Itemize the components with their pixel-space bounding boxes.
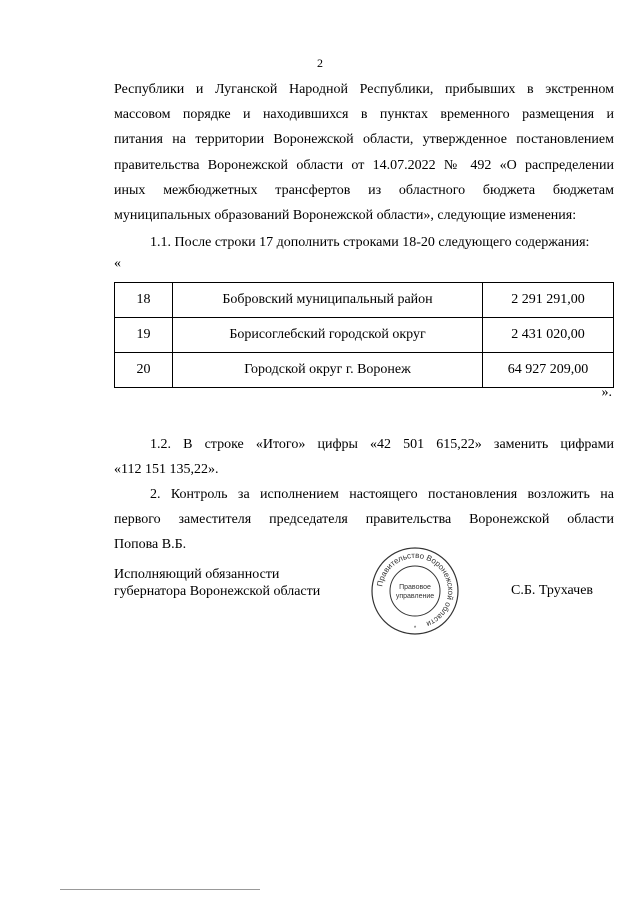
- text-line: Республики и Луганской Народной Республики, прибывших в экстренном: [114, 82, 614, 97]
- amount: 64 927 209,00: [483, 353, 614, 388]
- amount: 2 291 291,00: [483, 283, 614, 318]
- paragraph-2: [114, 482, 614, 558]
- table-row: [115, 318, 614, 353]
- text-line: правительства Воронежской области от 14.07.2022 № 492 «О распределении: [114, 157, 614, 173]
- divider: [60, 889, 260, 890]
- municipality-name: Городской округ г. Воронеж: [173, 353, 483, 388]
- inserted-rows-table: [114, 282, 614, 388]
- quote-open: «: [114, 256, 121, 271]
- svg-text:Правовое: Правовое: [399, 584, 431, 591]
- text-line: 1.2. В строке «Итого» цифры «42 501 615,22» заменить цифрами: [150, 437, 614, 452]
- signatory-name: С.Б. Трухачев: [511, 583, 594, 598]
- official-stamp: [370, 546, 460, 636]
- signatory-position: [114, 566, 320, 600]
- svg-text:*: *: [413, 626, 417, 632]
- text-line: иных межбюджетных трансфертов из областного бюджета бюджетам: [114, 182, 614, 198]
- text-line: первого заместителя председателя правительства Воронежской области: [114, 512, 614, 528]
- paragraph-intro: [114, 77, 614, 228]
- text-line: 2. Контроль за исполнением настоящего постановления возложить на: [150, 487, 614, 502]
- table-row: [115, 283, 614, 318]
- text-line: «112 151 135,22».: [114, 462, 219, 478]
- paragraph-1-2: [114, 432, 614, 482]
- text-line: массовом порядке и находившихся в пунктах временного размещения и: [114, 107, 614, 123]
- paragraph-1-1: 1.1. После строки 17 дополнить строками 18-20 следующего содержания:: [150, 235, 590, 250]
- row-number: 20: [115, 353, 173, 388]
- svg-text:Правительство Воронежской обла: Правительство Воронежской области: [375, 550, 456, 629]
- position-line: губернатора Воронежской области: [114, 584, 321, 599]
- page-number: 2: [317, 56, 323, 70]
- quote-close: ».: [601, 385, 612, 400]
- position-line: Исполняющий обязанности: [114, 567, 280, 582]
- municipality-name: Борисоглебский городской округ: [173, 318, 483, 353]
- table-row: [115, 353, 614, 388]
- text-line: питания на территории Воронежской области, утвержденное постановлением: [114, 132, 614, 148]
- svg-text:управление: управление: [395, 593, 435, 600]
- row-number: 19: [115, 318, 173, 353]
- row-number: 18: [115, 283, 173, 318]
- text-line: муниципальных образований Воронежской области», следующие изменения:: [114, 208, 577, 224]
- text-line: Попова В.Б.: [114, 537, 187, 553]
- amount: 2 431 020,00: [483, 318, 614, 353]
- municipality-name: Бобровский муниципальный район: [173, 283, 483, 318]
